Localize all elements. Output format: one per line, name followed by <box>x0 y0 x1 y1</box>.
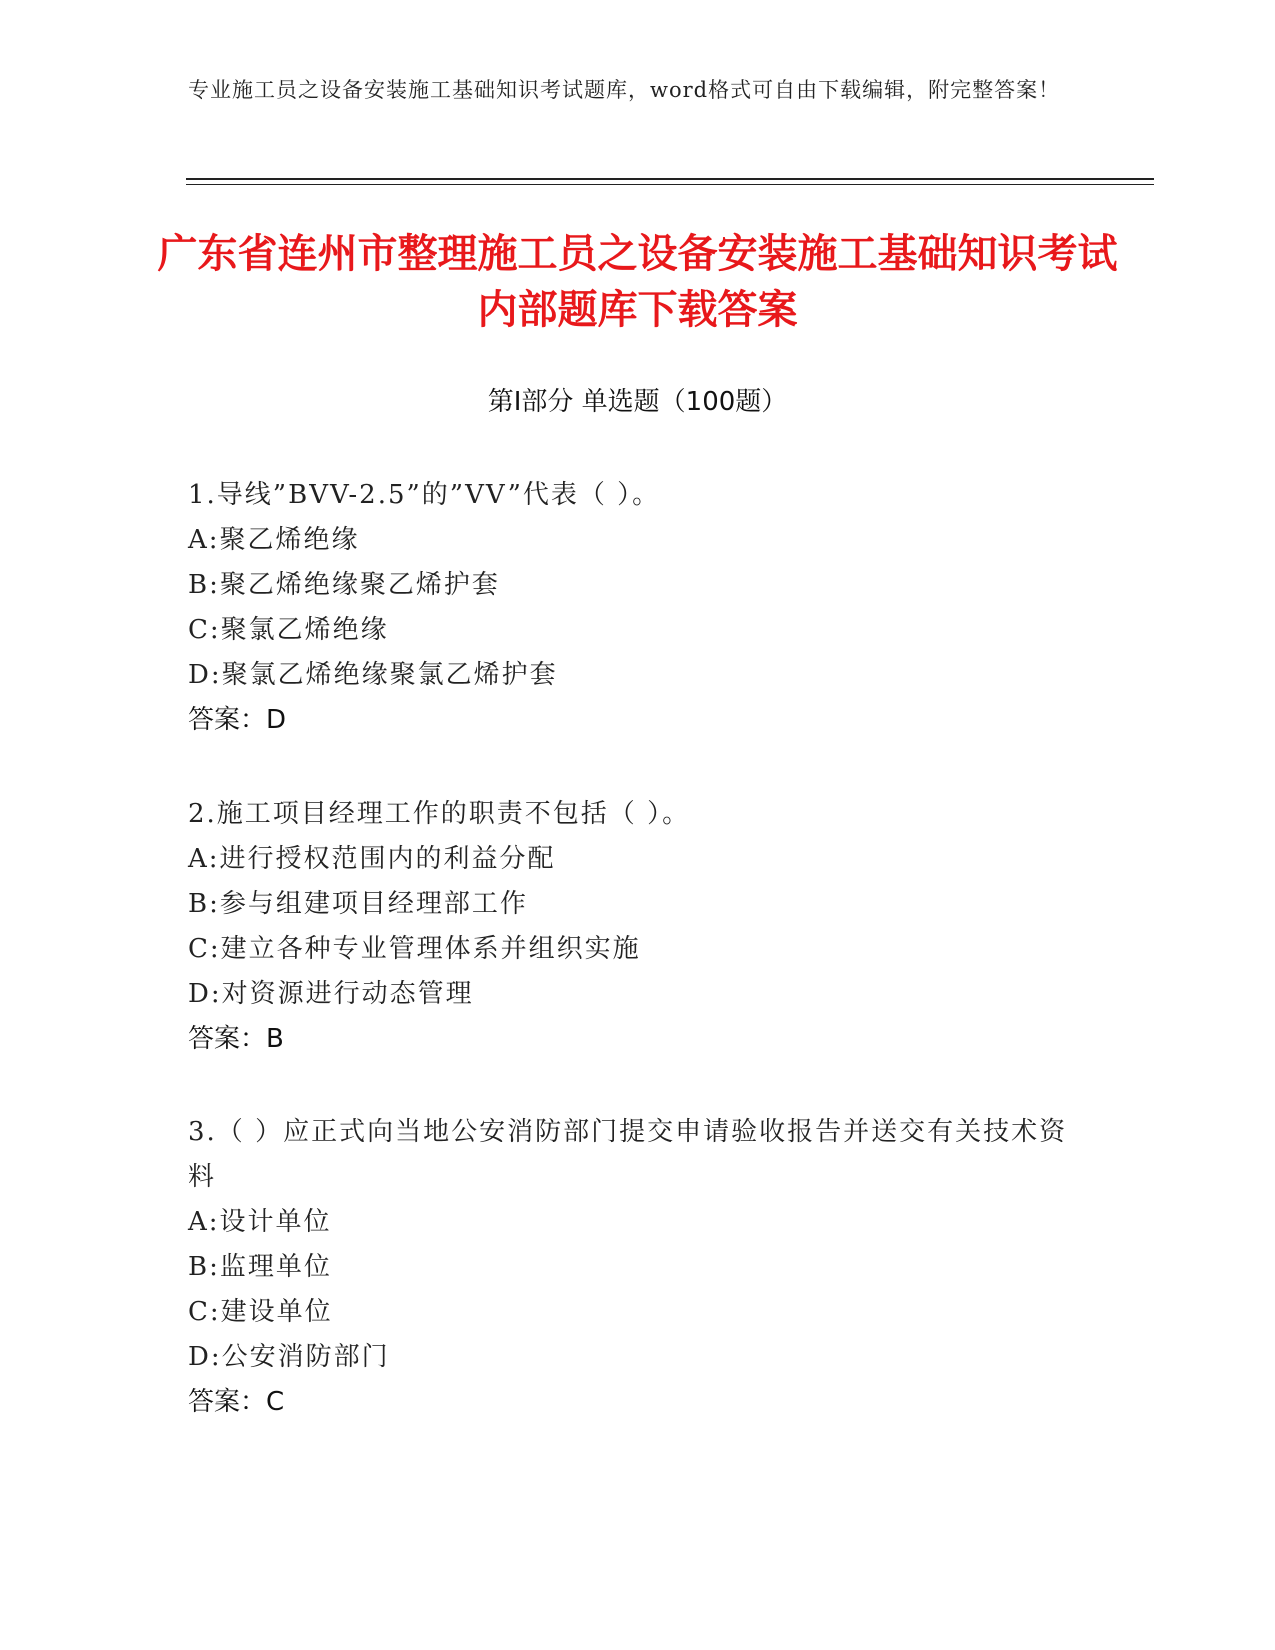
option-b: B:聚乙烯绝缘聚乙烯护套 <box>188 570 500 600</box>
option-c: C:聚氯乙烯绝缘 <box>188 615 389 645</box>
document-title: 广东省连州市整理施工员之设备安装施工基础知识考试内部题库下载答案 <box>157 231 1118 333</box>
question-stem: 2.施工项目经理工作的职责不包括（ ）。 <box>188 799 691 829</box>
answer: 答案：C <box>188 1387 285 1417</box>
question-3 <box>188 1110 1088 1425</box>
option-c: C:建设单位 <box>188 1297 333 1327</box>
header-divider-thin <box>186 184 1154 185</box>
option-b: B:监理单位 <box>188 1252 332 1282</box>
option-a: A:设计单位 <box>188 1207 332 1237</box>
question-1 <box>188 473 1088 743</box>
question-2 <box>188 792 1088 1062</box>
option-a: A:进行授权范围内的利益分配 <box>188 844 556 874</box>
answer: 答案：D <box>188 705 287 735</box>
header-divider-thick <box>186 178 1154 180</box>
option-b: B:参与组建项目经理部工作 <box>188 889 528 919</box>
option-a: A:聚乙烯绝缘 <box>188 525 360 555</box>
option-d: D:聚氯乙烯绝缘聚氯乙烯护套 <box>188 660 558 690</box>
question-stem: 1.导线”BVV-2.5”的”VV”代表（ ）。 <box>188 480 661 510</box>
option-c: C:建立各种专业管理体系并组织实施 <box>188 934 641 964</box>
question-stem: 3.（ ）应正式向当地公安消防部门提交申请验收报告并送交有关技术资料 <box>188 1117 1068 1192</box>
option-d: D:公安消防部门 <box>188 1342 390 1372</box>
header-note: 专业施工员之设备安装施工基础知识考试题库，word格式可自由下载编辑，附完整答案！ <box>188 78 1061 102</box>
option-d: D:对资源进行动态管理 <box>188 979 474 1009</box>
answer: 答案：B <box>188 1024 284 1054</box>
section-title: 第Ⅰ部分 单选题（100题） <box>487 387 788 417</box>
